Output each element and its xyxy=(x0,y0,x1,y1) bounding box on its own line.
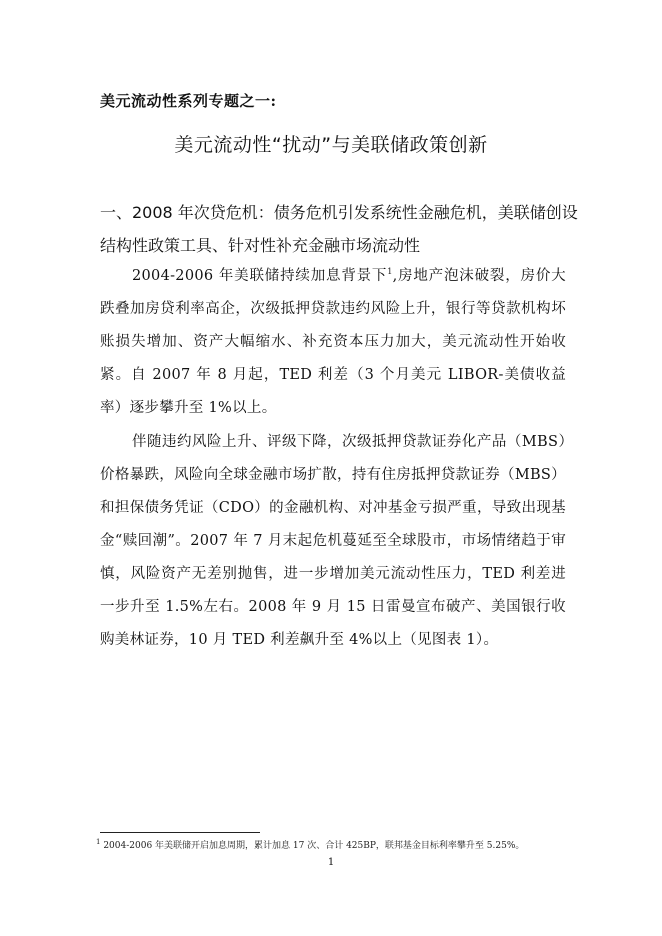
paragraph-1 xyxy=(100,260,566,425)
footnote-reference[interactable]: 1 xyxy=(387,267,393,277)
footnote-divider xyxy=(100,832,260,833)
page-number: 1 xyxy=(327,857,335,868)
paragraph-1-text-a: 2004-2006 年美联储持续加息背景下 xyxy=(132,268,388,284)
section-heading: 一、2008 年次贷危机：债务危机引发系统性金融危机，美联储创设结构性政策工具、针对性补充金融市场流动性 xyxy=(100,203,578,255)
paragraph-2: 伴随违约风险上升、评级下降，次级抵押贷款证券化产品（MBS）价格暴跌，风险向全球金融市场扩散，持有住房抵押贷款证券（MBS）和担保债务凭证（CDO）的金融机构、对冲基金亏损严重，导致出现基金“赎回潮”。2007 年 7 月末起危机蔓延至全球股市，市场情绪趋于审慎，风险资产无差别抛售，进一步增加美元流动性压力，TED 利差进一步升至 1.5%左右。2008 年 9 月 15 日雷曼宣布破产、美国银行收购美林证券，10 月 TED 利差飙升至 4%以上（见图表 1）。 xyxy=(100,434,566,648)
footnote xyxy=(96,840,576,853)
footnote-marker: 1 xyxy=(96,838,101,846)
paragraph-1-text-b: ,房地产泡沫破裂，房价大跌叠加房贷利率高企，次级抵押贷款违约风险上升，银行等贷款机构坏账损失增加、资产大幅缩水、补充资本压力加大，美元流动性开始收紧。自 2007 年 8 月起，TED 利差（3 个月美元 LIBOR-美债收益率）逐步攀升至 1%以上。 xyxy=(100,268,566,416)
footnote-text: 2004-2006 年美联储开启加息周期，累计加息 17 次、合计 425BP，联邦基金目标利率攀升至 5.25%。 xyxy=(100,841,525,851)
document-title: 美元流动性“扰动”与美联储政策创新 xyxy=(174,134,488,156)
series-label: 美元流动性系列专题之一: xyxy=(100,92,277,110)
